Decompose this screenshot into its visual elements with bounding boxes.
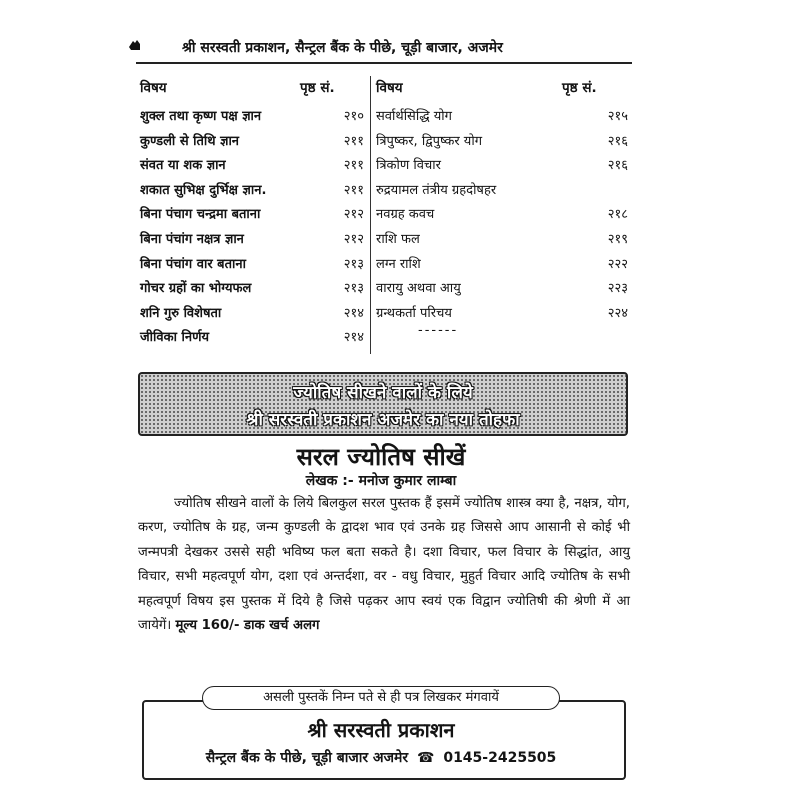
contents-row (140, 250, 368, 275)
telephone-icon: ☎ (417, 750, 435, 766)
page-number: २१९ (607, 231, 628, 247)
topic: त्रिकोण विचार (376, 158, 441, 174)
dash-separator: ------ (418, 323, 459, 339)
contents-row (376, 176, 632, 201)
topic: ग्रन्थकर्ता परिचय (376, 305, 452, 321)
contents-row (376, 250, 632, 275)
description-text: ज्योतिष सीखने वालों के लिये बिलकुल सरल पुस्तक हैं इसमें ज्योतिष शास्त्र क्या है, नक्षत्र, योग, करण, ज्योतिष के ग्रह, जन्म कुण्डली के द्वादश भाव एवं उनके ग्रह जिससे आप आसानी से कोई भी जन्मपत्री देखकर उससे सही भविष्य फल बता सकते है। दशा विचार, फल विचार के सिद्धांत, आयु विचार, सभी महत्वपूर्ण योग, दशा एवं अन्तर्दशा, वर - वधु विचार, मुहुर्त विचार आदि ज्योतिष के सभी महत्वपूर्ण विषय इस पुस्तक में दिये है जिसे पढ़कर आप स्वयं एक विद्वान ज्योतिषी की श्रेणी में आ जायेगें। (138, 496, 630, 634)
page-number: २२३ (607, 281, 628, 297)
right-header-page: पृष्ठ सं. (562, 80, 597, 96)
contents-row (376, 200, 632, 225)
book-title: सरल ज्योतिष सीखें (296, 443, 466, 471)
contents-row (140, 299, 368, 324)
topic: नवग्रह कवच (376, 207, 435, 223)
page-number: २१३ (343, 281, 364, 297)
promo-banner (138, 372, 628, 436)
page-number: २१४ (343, 305, 364, 321)
page-number: २१६ (607, 133, 628, 149)
page-header: श्री सरस्वती प्रकाशन, सैन्ट्रल बैंक के पीछे, चूड़ी बाजार, अजमेर (182, 40, 503, 56)
publisher-address: सैन्ट्रल बैंक के पीछे, चूड़ी बाजार अजमेर (205, 750, 409, 766)
topic: शकात सुभिक्ष दुर्भिक्ष ज्ञान. (140, 182, 267, 198)
contents-row (376, 151, 632, 176)
right-header-topic: विषय (376, 80, 403, 96)
contents-row (376, 299, 632, 324)
page-number: २१८ (607, 207, 628, 223)
book-description (138, 492, 630, 638)
page-number: २१५ (607, 109, 628, 124)
page-number: २१३ (343, 256, 364, 272)
topic: लग्न राशि (376, 256, 421, 272)
topic: बिना पंचाग चन्द्रमा बताना (140, 207, 261, 223)
page-number: २११ (343, 133, 364, 149)
contents-row (140, 127, 368, 152)
topic: सर्वार्थसिद्धि योग (376, 109, 452, 124)
topic: वारायु अथवा आयु (376, 281, 461, 297)
topic: कुण्डली से तिथि ज्ञान (140, 133, 240, 149)
page-number: २२४ (607, 305, 628, 321)
contents-row (376, 274, 632, 299)
left-header-page: पृष्ठ सं. (300, 80, 335, 96)
column-divider (370, 76, 371, 354)
contents-row (140, 200, 368, 225)
topic: शनि गुरु विशेषता (140, 305, 222, 321)
book-author: लेखक :- मनोज कुमार लाम्बा (305, 473, 457, 489)
contents-right-column (376, 102, 632, 348)
publisher-address-line (122, 748, 640, 767)
publisher-name: श्री सरस्वती प्रकाशन (307, 718, 455, 742)
page-number: २२२ (607, 256, 628, 272)
page-number: २१४ (343, 330, 364, 346)
table-of-contents (140, 76, 632, 356)
topic: बिना पंचांग नक्षत्र ज्ञान (140, 231, 244, 247)
contents-row (376, 127, 632, 152)
topic: त्रिपुष्कर, द्विपुष्कर योग (376, 133, 483, 149)
page-number: २११ (343, 182, 364, 198)
hand-pointer-icon (128, 38, 142, 52)
contents-row (140, 151, 368, 176)
topic: राशि फल (376, 231, 420, 247)
contents-row (376, 323, 632, 348)
left-header-topic: विषय (140, 80, 167, 96)
banner-line-2: श्री सरस्वती प्रकाशन अजमेर का नया तोहफा (246, 410, 520, 430)
topic: रुद्रयामल तंत्रीय ग्रहदोषहर (376, 182, 497, 198)
price-text: मूल्य 160/- डाक खर्च अलग (175, 618, 320, 634)
contents-row (140, 323, 368, 348)
page-number: २११ (343, 158, 364, 174)
banner-line-1: ज्योतिष सीखने वालों के लिये (293, 383, 473, 403)
topic: शुक्ल तथा कृष्ण पक्ष ज्ञान (140, 109, 262, 124)
page-number: २१६ (607, 158, 628, 174)
topic: संवत या शक ज्ञान (140, 158, 226, 174)
contents-row (140, 102, 368, 127)
publisher-phone: 0145-2425505 (443, 750, 557, 766)
contents-row (140, 225, 368, 250)
contents-row (140, 274, 368, 299)
contents-row (376, 225, 632, 250)
contents-row (140, 176, 368, 201)
page-number: २१२ (343, 207, 364, 223)
contents-row (376, 102, 632, 127)
topic: गोचर ग्रहों का भोग्यफल (140, 281, 252, 297)
order-note: असली पुस्तकें निम्न पते से ही पत्र लिखकर मंगवायें (202, 686, 560, 710)
page-number: २१० (343, 109, 364, 124)
page-number: २१२ (343, 231, 364, 247)
topic: बिना पंचांग वार बताना (140, 256, 246, 272)
book-page (122, 30, 640, 785)
contents-left-column (140, 102, 368, 348)
topic: जीविका निर्णय (140, 330, 210, 346)
header-divider (136, 62, 632, 64)
